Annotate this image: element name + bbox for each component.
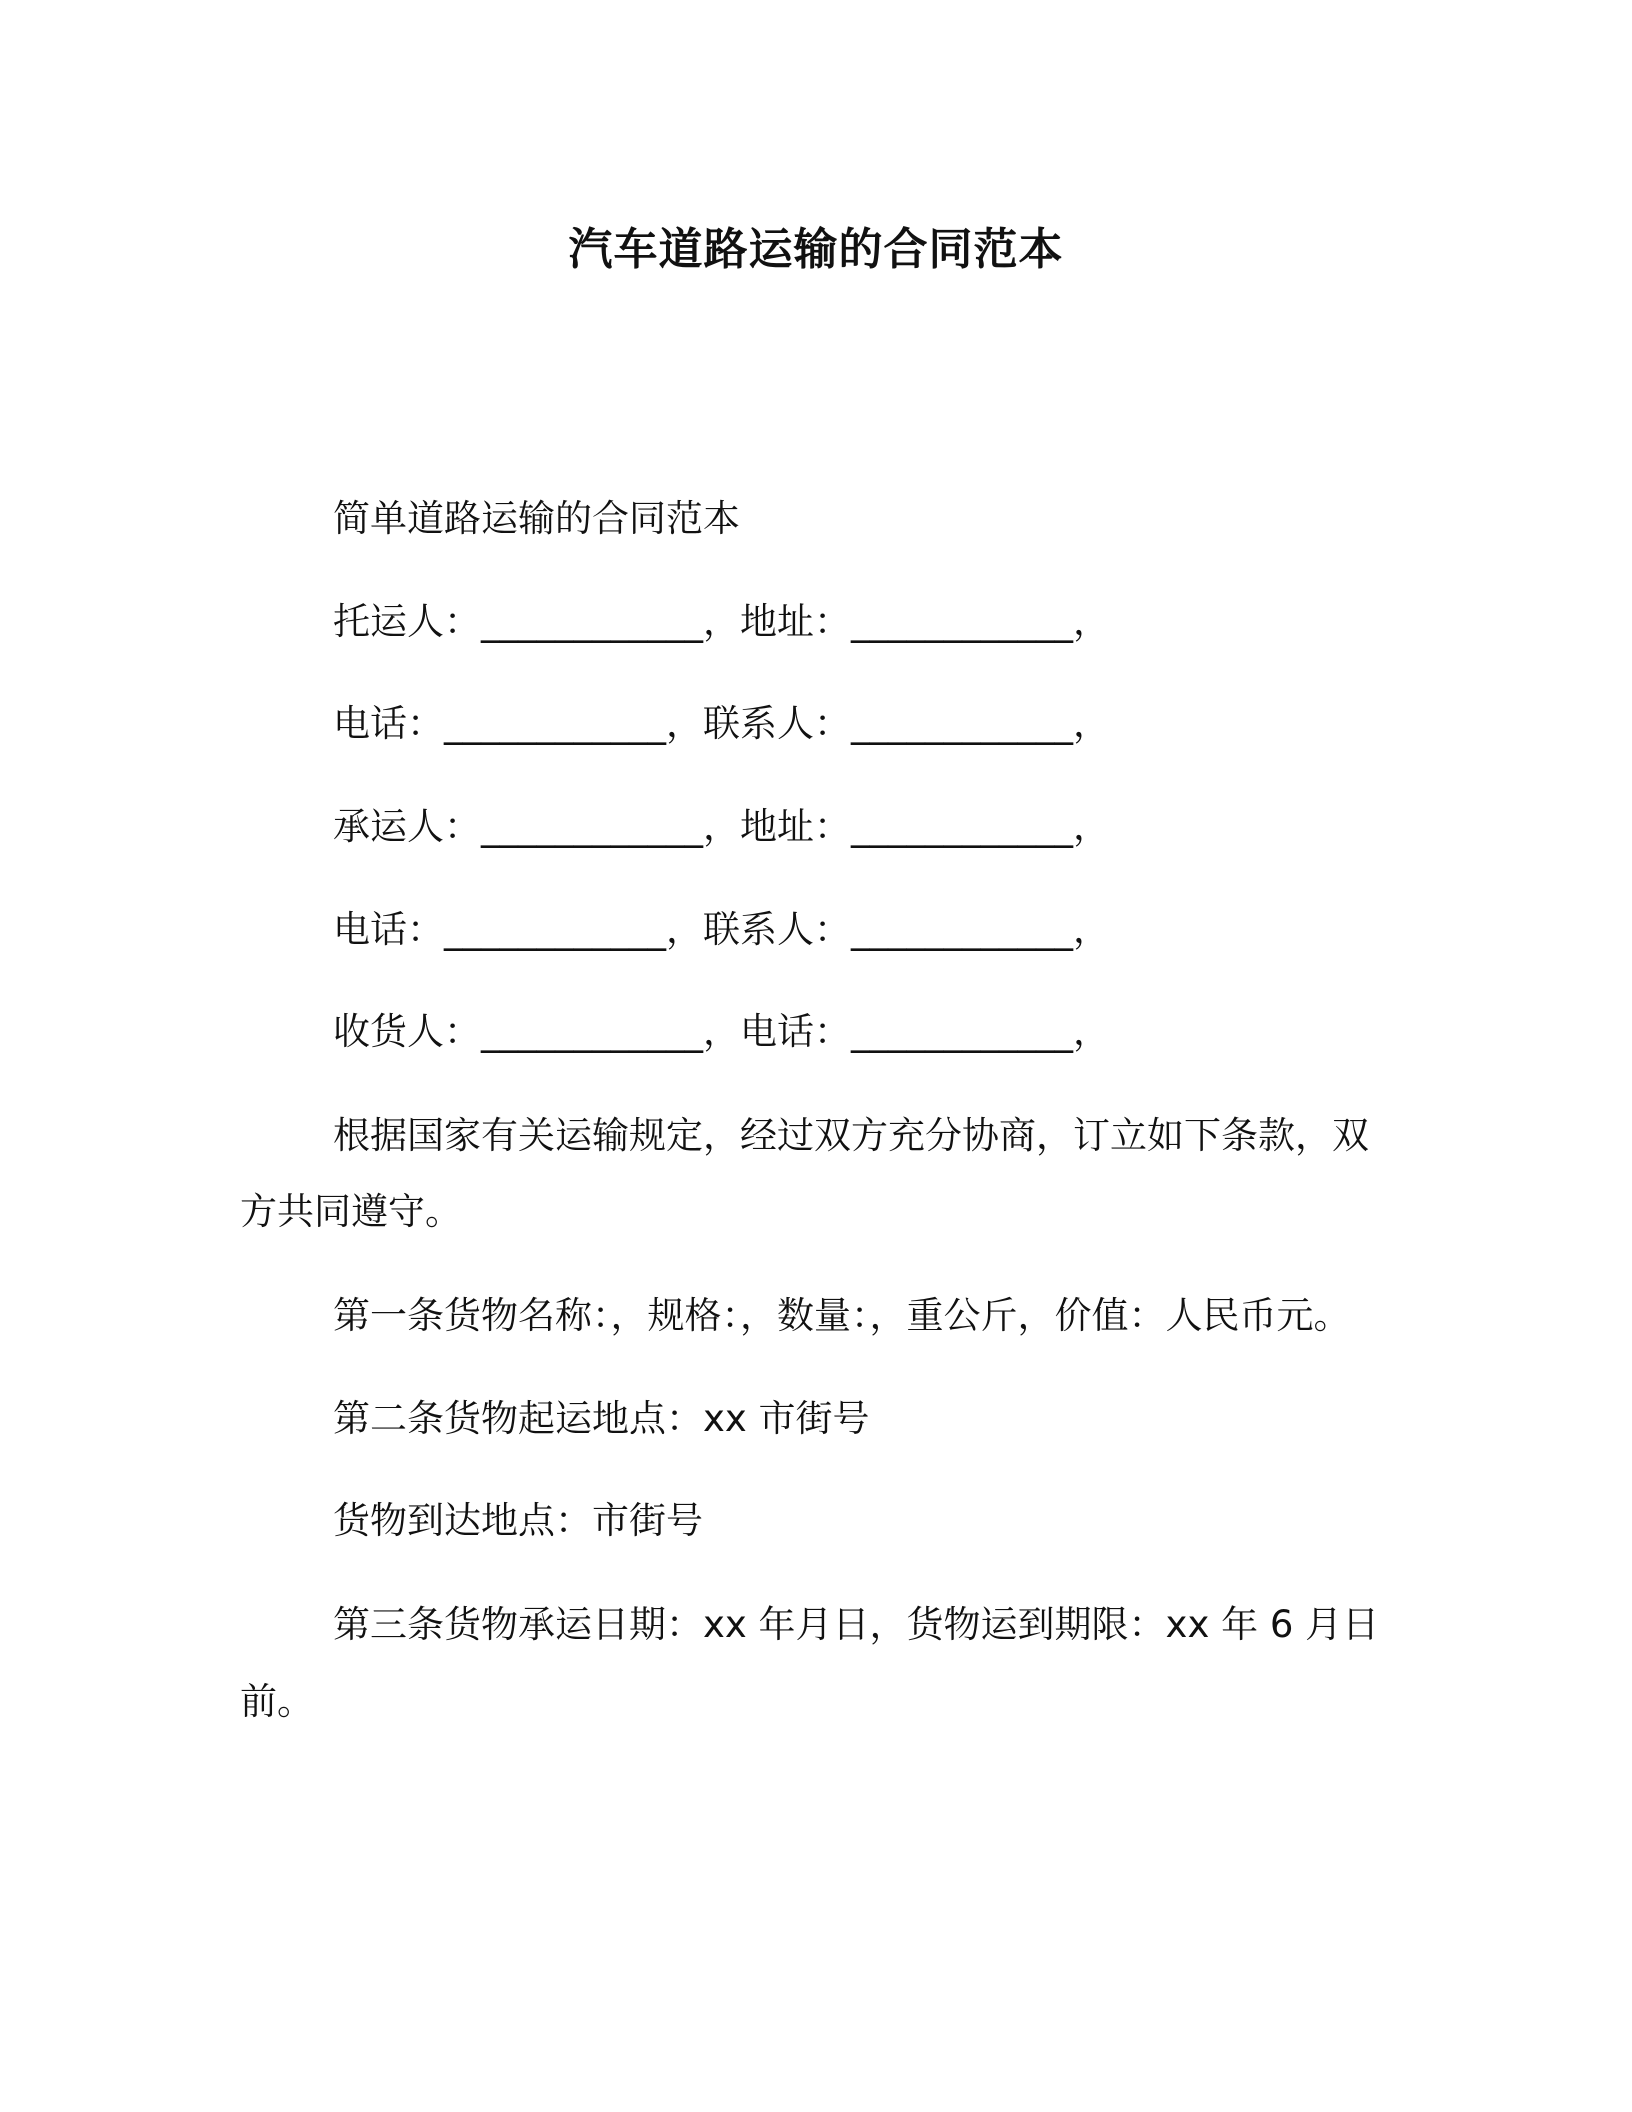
shipper-phone-line: 电话：____________，联系人：____________，	[333, 702, 1110, 745]
intro-paragraph-line-1: 根据国家有关运输规定，经过双方充分协商，订立如下条款，双	[333, 1114, 1369, 1157]
intro-paragraph-line-2: 方共同遵守。	[240, 1190, 462, 1233]
clause-2-destination: 货物到达地点：市街号	[333, 1499, 703, 1542]
clause-3-line-2: 前。	[240, 1680, 314, 1723]
carrier-phone-line: 电话：____________，联系人：____________，	[333, 908, 1110, 951]
shipper-line: 托运人：____________，地址：____________，	[333, 600, 1110, 643]
contract-subtitle: 简单道路运输的合同范本	[333, 497, 740, 540]
clause-2-origin: 第二条货物起运地点：xx 市街号	[333, 1397, 870, 1440]
clause-1: 第一条货物名称：，规格：，数量：，重公斤，价值：人民币元。	[333, 1294, 1351, 1337]
document-title: 汽车道路运输的合同范本	[568, 224, 1064, 275]
clause-3-line-1: 第三条货物承运日期：xx 年月日，货物运到期限：xx 年 6 月日	[333, 1603, 1380, 1646]
carrier-line: 承运人：____________，地址：____________，	[333, 805, 1110, 848]
consignee-line: 收货人：____________，电话：____________，	[333, 1010, 1110, 1053]
